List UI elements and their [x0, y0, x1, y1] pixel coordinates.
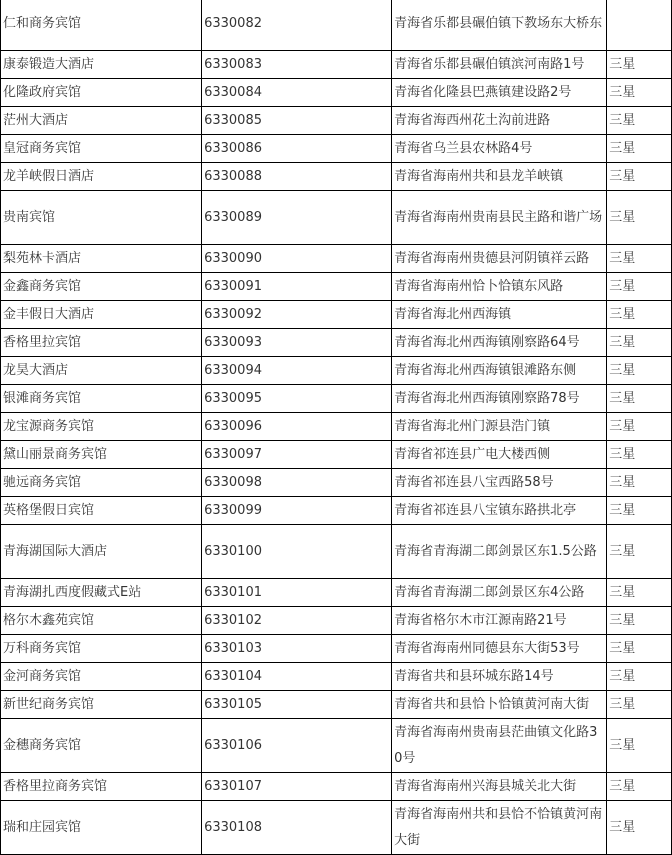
hotel-name-cell: 黛山丽景商务宾馆	[1, 441, 202, 469]
table-row	[1, 245, 672, 273]
hotel-address-cell: 青海省海南州贵南县民主路和谐广场	[392, 191, 607, 245]
hotel-code-cell: 6330093	[202, 329, 392, 357]
table-row	[1, 413, 672, 441]
hotel-name-cell: 茫州大酒店	[1, 107, 202, 135]
hotel-address-cell: 青海省海南州贵德县河阴镇祥云路	[392, 245, 607, 273]
hotel-rating-cell: 三星	[607, 663, 672, 691]
table-row	[1, 497, 672, 525]
hotel-rating-cell: 三星	[607, 273, 672, 301]
hotel-address-cell: 青海省青海湖二郎剑景区东1.5公路	[392, 525, 607, 579]
table-row	[1, 51, 672, 79]
table-row	[1, 357, 672, 385]
hotel-rating-cell: 三星	[607, 607, 672, 635]
table-row	[1, 663, 672, 691]
hotel-rating-cell: 三星	[607, 469, 672, 497]
hotel-name-cell: 金穗商务宾馆	[1, 719, 202, 773]
hotel-code-cell: 6330089	[202, 191, 392, 245]
table-row	[1, 329, 672, 357]
table-row	[1, 801, 672, 855]
hotel-code-cell: 6330086	[202, 135, 392, 163]
hotel-rating-cell: 三星	[607, 107, 672, 135]
hotel-code-cell: 6330104	[202, 663, 392, 691]
hotel-rating-cell: 三星	[607, 51, 672, 79]
table-row	[1, 691, 672, 719]
hotel-name-cell: 万科商务宾馆	[1, 635, 202, 663]
hotel-address-cell: 青海省海北州门源县浩门镇	[392, 413, 607, 441]
hotel-name-cell: 龙昊大酒店	[1, 357, 202, 385]
hotel-address-cell: 青海省格尔木市江源南路21号	[392, 607, 607, 635]
hotel-name-cell: 梨苑林卡酒店	[1, 245, 202, 273]
hotel-name-cell: 金河商务宾馆	[1, 663, 202, 691]
hotel-address-cell: 青海省海南州恰卜恰镇东风路	[392, 273, 607, 301]
hotel-code-cell: 6330099	[202, 497, 392, 525]
hotel-rating-cell: 三星	[607, 719, 672, 773]
hotel-code-cell: 6330084	[202, 79, 392, 107]
hotel-code-cell: 6330103	[202, 635, 392, 663]
hotel-code-cell: 6330102	[202, 607, 392, 635]
hotel-name-cell: 仁和商务宾馆	[1, 0, 202, 51]
hotel-table-body	[1, 0, 672, 855]
table-row	[1, 79, 672, 107]
hotel-code-cell: 6330082	[202, 0, 392, 51]
table-row	[1, 301, 672, 329]
table-row	[1, 135, 672, 163]
hotel-name-cell: 青海湖国际大酒店	[1, 525, 202, 579]
hotel-address-cell: 青海省祁连县八宝镇东路拱北亭	[392, 497, 607, 525]
hotel-code-cell: 6330090	[202, 245, 392, 273]
hotel-address-cell: 青海省海南州贵南县茫曲镇文化路30号	[392, 719, 607, 773]
hotel-address-cell: 青海省海北州西海镇银滩路东侧	[392, 357, 607, 385]
hotel-rating-cell: 三星	[607, 691, 672, 719]
hotel-rating-cell: 三星	[607, 413, 672, 441]
hotel-address-cell: 青海省海南州共和县龙羊峡镇	[392, 163, 607, 191]
hotel-code-cell: 6330096	[202, 413, 392, 441]
hotel-address-cell: 青海省共和县环城东路14号	[392, 663, 607, 691]
hotel-rating-cell: 三星	[607, 497, 672, 525]
hotel-name-cell: 康泰锻造大酒店	[1, 51, 202, 79]
hotel-name-cell: 新世纪商务宾馆	[1, 691, 202, 719]
hotel-code-cell: 6330088	[202, 163, 392, 191]
hotel-code-cell: 6330094	[202, 357, 392, 385]
hotel-address-cell: 青海省乐都县碾伯镇下教场东大桥东	[392, 0, 607, 51]
hotel-code-cell: 6330107	[202, 773, 392, 801]
hotel-name-cell: 贵南宾馆	[1, 191, 202, 245]
table-row	[1, 469, 672, 497]
table-row	[1, 579, 672, 607]
hotel-rating-cell	[607, 0, 672, 51]
table-row	[1, 163, 672, 191]
hotel-name-cell: 青海湖扎西度假藏式E站	[1, 579, 202, 607]
hotel-name-cell: 驰远商务宾馆	[1, 469, 202, 497]
hotel-rating-cell: 三星	[607, 385, 672, 413]
hotel-rating-cell: 三星	[607, 357, 672, 385]
table-row	[1, 719, 672, 773]
hotel-rating-cell: 三星	[607, 525, 672, 579]
hotel-code-cell: 6330097	[202, 441, 392, 469]
table-row	[1, 191, 672, 245]
hotel-rating-cell: 三星	[607, 301, 672, 329]
hotel-name-cell: 格尔木鑫苑宾馆	[1, 607, 202, 635]
table-row	[1, 607, 672, 635]
hotel-name-cell: 龙羊峡假日酒店	[1, 163, 202, 191]
hotel-address-cell: 青海省祁连县八宝西路58号	[392, 469, 607, 497]
hotel-name-cell: 金丰假日大酒店	[1, 301, 202, 329]
hotel-code-cell: 6330106	[202, 719, 392, 773]
hotel-address-cell: 青海省海北州西海镇刚察路64号	[392, 329, 607, 357]
hotel-rating-cell: 三星	[607, 579, 672, 607]
hotel-name-cell: 香格里拉商务宾馆	[1, 773, 202, 801]
hotel-code-cell: 6330085	[202, 107, 392, 135]
hotel-name-cell: 瑞和庄园宾馆	[1, 801, 202, 855]
hotel-rating-cell: 三星	[607, 79, 672, 107]
hotel-rating-cell: 三星	[607, 245, 672, 273]
hotel-address-cell: 青海省海南州兴海县城关北大街	[392, 773, 607, 801]
hotel-address-cell: 青海省化隆县巴燕镇建设路2号	[392, 79, 607, 107]
hotel-code-cell: 6330083	[202, 51, 392, 79]
hotel-rating-cell: 三星	[607, 441, 672, 469]
hotel-name-cell: 银滩商务宾馆	[1, 385, 202, 413]
hotel-name-cell: 金鑫商务宾馆	[1, 273, 202, 301]
hotel-code-cell: 6330092	[202, 301, 392, 329]
hotel-code-cell: 6330105	[202, 691, 392, 719]
table-row	[1, 385, 672, 413]
hotel-name-cell: 化隆政府宾馆	[1, 79, 202, 107]
hotel-rating-cell: 三星	[607, 191, 672, 245]
hotel-code-cell: 6330098	[202, 469, 392, 497]
hotel-address-cell: 青海省共和县恰卜恰镇黄河南大街	[392, 691, 607, 719]
hotel-address-cell: 青海省青海湖二郎剑景区东4公路	[392, 579, 607, 607]
table-row	[1, 525, 672, 579]
table-row	[1, 0, 672, 51]
hotel-name-cell: 英格堡假日宾馆	[1, 497, 202, 525]
table-row	[1, 273, 672, 301]
hotel-rating-cell: 三星	[607, 801, 672, 855]
hotel-code-cell: 6330100	[202, 525, 392, 579]
table-row	[1, 635, 672, 663]
hotel-address-cell: 青海省海南州共和县恰不恰镇黄河南大街	[392, 801, 607, 855]
hotel-name-cell: 香格里拉宾馆	[1, 329, 202, 357]
hotel-address-cell: 青海省海西州花土沟前进路	[392, 107, 607, 135]
hotel-code-cell: 6330091	[202, 273, 392, 301]
hotel-address-cell: 青海省海北州西海镇刚察路78号	[392, 385, 607, 413]
hotel-name-cell: 龙宝源商务宾馆	[1, 413, 202, 441]
hotel-code-cell: 6330108	[202, 801, 392, 855]
hotel-name-cell: 皇冠商务宾馆	[1, 135, 202, 163]
hotel-rating-cell: 三星	[607, 329, 672, 357]
hotel-code-cell: 6330095	[202, 385, 392, 413]
hotel-rating-cell: 三星	[607, 635, 672, 663]
hotel-address-cell: 青海省乐都县碾伯镇滨河南路1号	[392, 51, 607, 79]
hotel-address-cell: 青海省祁连县广电大楼西侧	[392, 441, 607, 469]
table-row	[1, 773, 672, 801]
hotel-rating-cell: 三星	[607, 135, 672, 163]
hotel-rating-cell: 三星	[607, 773, 672, 801]
hotel-rating-cell: 三星	[607, 163, 672, 191]
hotel-address-cell: 青海省海南州同德县东大街53号	[392, 635, 607, 663]
hotel-address-cell: 青海省乌兰县农林路4号	[392, 135, 607, 163]
table-row	[1, 107, 672, 135]
hotel-code-cell: 6330101	[202, 579, 392, 607]
hotel-address-cell: 青海省海北州西海镇	[392, 301, 607, 329]
table-row	[1, 441, 672, 469]
